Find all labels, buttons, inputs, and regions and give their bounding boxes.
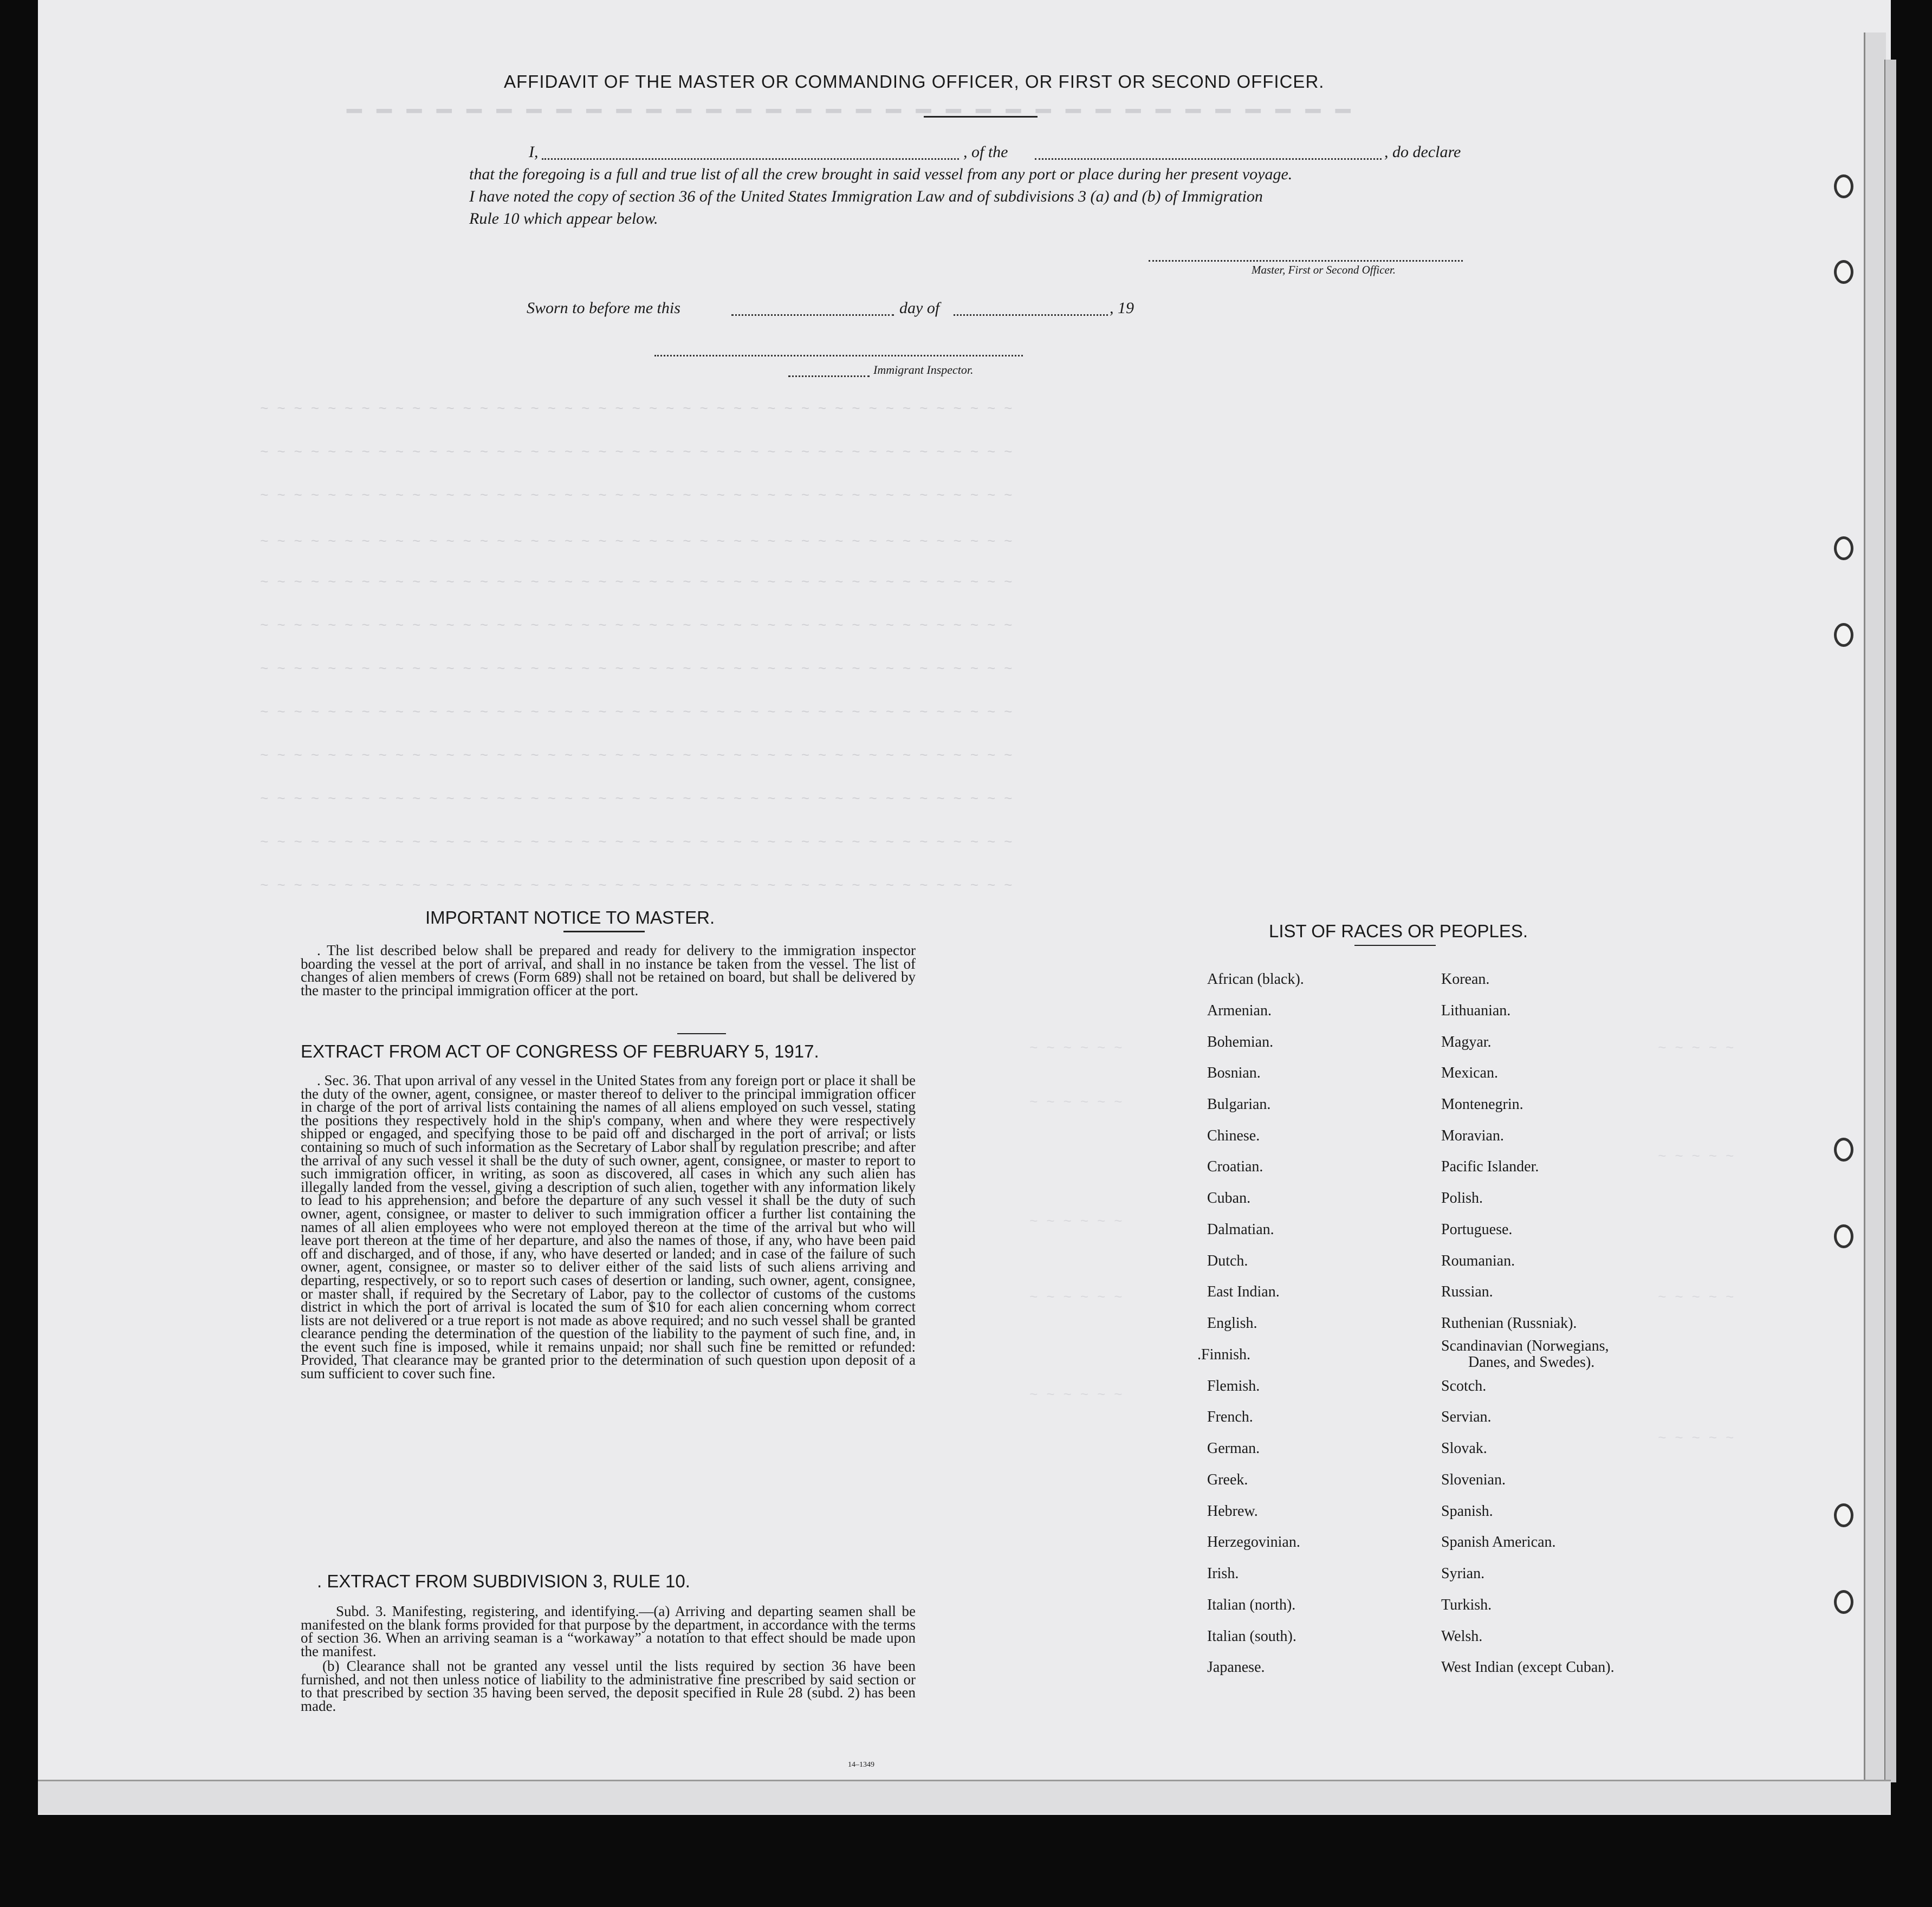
binder-hole (1834, 174, 1853, 198)
race-item: Roumanian. (1441, 1253, 1515, 1269)
race-item: Bosnian. (1207, 1065, 1261, 1081)
binder-hole (1834, 536, 1853, 560)
race-item: West Indian (except Cuban). (1441, 1659, 1615, 1676)
vessel-blank[interactable] (1035, 158, 1382, 160)
race-item: Greek. (1207, 1471, 1248, 1488)
binder-hole (1834, 1590, 1853, 1614)
divider (1354, 945, 1436, 946)
page-edge (1864, 33, 1886, 1793)
race-item: Slovenian. (1441, 1471, 1506, 1488)
race-item: Italian (north). (1207, 1597, 1296, 1613)
binder-hole (1834, 1503, 1853, 1527)
race-item: East Indian. (1207, 1283, 1280, 1300)
race-item: Scotch. (1441, 1378, 1487, 1394)
signature-line[interactable] (1149, 260, 1463, 262)
day-blank[interactable] (731, 314, 894, 316)
affidavit-of-the: , of the (963, 143, 1008, 161)
page-edge-back (1884, 60, 1896, 1782)
race-item: Flemish. (1207, 1378, 1260, 1394)
act-extract-title: EXTRACT FROM ACT OF CONGRESS OF FEBRUARY 5, 1917. (301, 1041, 819, 1061)
race-item: Mexican. (1441, 1065, 1498, 1081)
rule-extract-text-b: (b) Clearance shall not be granted any vessel until the lists required by section 36 have been furnished, and not then unless notice of liability to the administrative fine prescribed by said section or to that prescribed by section 35 having been served, the deposit specified in Rule 28 (subd. 2) has been made. (301, 1658, 916, 1714)
form-number: 14–1349 (848, 1761, 874, 1769)
race-item: Lithuanian. (1441, 1002, 1511, 1019)
binder-hole (1834, 260, 1853, 284)
race-item: Russian. (1441, 1283, 1493, 1300)
race-item: Turkish. (1441, 1597, 1492, 1613)
race-item: Dalmatian. (1207, 1221, 1274, 1238)
race-item: Bulgarian. (1207, 1096, 1271, 1113)
inspector-label: Immigrant Inspector. (873, 363, 974, 377)
binder-hole (1834, 623, 1853, 647)
race-item: Spanish American. (1441, 1534, 1556, 1551)
race-item: Moravian. (1441, 1127, 1504, 1144)
sworn-text: Sworn to before me this (527, 299, 680, 317)
binder-hole (1834, 1138, 1853, 1162)
race-item: Japanese. (1207, 1659, 1265, 1676)
rule-extract-title: . EXTRACT FROM SUBDIVISION 3, RULE 10. (317, 1571, 690, 1591)
race-item: African (black). (1207, 971, 1304, 988)
affidavit-line-2: that the foregoing is a full and true list of all the crew brought in said vessel from any port or place during her present voyage. (469, 165, 1293, 183)
race-item: Magyar. (1441, 1034, 1492, 1050)
race-item: Pacific Islander. (1441, 1158, 1539, 1175)
divider (677, 1033, 726, 1034)
race-item: Italian (south). (1207, 1628, 1296, 1645)
month-blank[interactable] (954, 314, 1108, 316)
race-item: English. (1207, 1315, 1257, 1332)
divider (924, 116, 1038, 118)
race-item: Polish. (1441, 1190, 1483, 1207)
race-item: Servian. (1441, 1409, 1492, 1425)
race-item: Spanish. (1441, 1503, 1493, 1520)
race-item: Croatian. (1207, 1158, 1263, 1175)
day-of-text: day of (899, 299, 940, 317)
divider (563, 931, 645, 932)
race-item: Irish. (1207, 1565, 1239, 1582)
affidavit-line-3: I have noted the copy of section 36 of the United States Immigration Law and of subdivisions 3 (a) and (b) of Immigration (469, 187, 1263, 205)
race-item: Syrian. (1441, 1565, 1485, 1582)
race-item: Chinese. (1207, 1127, 1260, 1144)
name-blank[interactable] (542, 158, 959, 160)
affidavit-do-declare: , do declare (1384, 143, 1461, 161)
race-item: Portuguese. (1441, 1221, 1513, 1238)
signature-label: Master, First or Second Officer. (1252, 263, 1396, 276)
race-item: Dutch. (1207, 1253, 1248, 1269)
inspector-line-short (788, 375, 870, 377)
affidavit-title: AFFIDAVIT OF THE MASTER OR COMMANDING OFFICER, OR FIRST OR SECOND OFFICER. (504, 72, 1325, 92)
rule-extract-text-a: Subd. 3. Manifesting, registering, and identifying.—(a) Arriving and departing seamen shall be manifested on the blank forms provided for that purpose by the department, in accordance with the terms of section 36. When an arriving seaman is a “workaway” a notation to that effect should be made upon the manifest. (301, 1603, 916, 1659)
race-item: Danes, and Swedes). (1468, 1354, 1595, 1371)
race-item: German. (1207, 1440, 1260, 1457)
affidavit-line-4: Rule 10 which appear below. (469, 210, 658, 228)
races-title: LIST OF RACES OR PEOPLES. (1269, 921, 1528, 941)
year-text: , 19 (1110, 299, 1134, 317)
page-bottom-edge (38, 1780, 1891, 1814)
document-page (38, 0, 1891, 1815)
race-item: Cuban. (1207, 1190, 1251, 1207)
race-item: Herzegovinian. (1207, 1534, 1300, 1551)
inspector-line[interactable] (654, 355, 1023, 356)
race-item: French. (1207, 1409, 1253, 1425)
notice-text: . The list described below shall be prepared and ready for delivery to the immigration inspector boarding the vessel at the port of arrival, and shall in no instance be taken from the vessel. The list of changes of alien members of crews (Form 689) shall not be retained on board, but shall be delivered by the master to the principal immigration officer at the port. (301, 942, 916, 998)
race-item: Hebrew. (1207, 1503, 1258, 1520)
notice-title: IMPORTANT NOTICE TO MASTER. (425, 907, 715, 927)
binder-hole (1834, 1224, 1853, 1248)
race-item: Bohemian. (1207, 1034, 1274, 1050)
affidavit-i: I, (529, 143, 539, 161)
race-item: Korean. (1441, 971, 1490, 988)
race-item: .Finnish. (1197, 1346, 1251, 1363)
act-extract-text: . Sec. 36. That upon arrival of any vessel in the United States from any foreign port or place it shall be the duty of the owner, agent, consignee, or master thereof to deliver to the principal immigration officer in charge of the port of arrival lists containing the names of all aliens employed on such vessel, stating the positions they respectively hold in the ship's company, when and where they were respectively shipped or engaged, and specifying those to be paid off and discharged in the port of arrival; or lists containing so much of such information as the Secretary of Labor shall by regulation prescribe; and after the arrival of any such vessel it shall be the duty of such owner, agent, consignee, or master to report to such immigration officer, in writing, as soon as discovered, all cases in which any such alien has illegally landed from the vessel, giving a description of such alien, together with any information likely to lead to his apprehension; and before the departure of any such vessel it shall be the duty of such owner, agent, consignee, or master to deliver to such immigration officer a further list containing the names of all alien employees who were not employed thereon at the time of the arrival but who will leave port thereon at the time of her departure, and also the names of those, if any, who have been paid off and discharged, and of those, if any, who have deserted or landed; and in case of the failure of such owner, agent, consignee, or master so to deliver either of the said lists of such aliens arriving and departing, respectively, or so to report such cases of desertion or landing, such owner, agent, consignee, or master shall, if required by the Secretary of Labor, pay to the collector of customs of the customs district in which the port of arrival is located the sum of $10 for each alien concerning whom correct lists are not delivered or a true report is not made as above required; and no such vessel shall be granted clearance pending the determination of the question of the liability to the payment of such fine, and, in the event such fine is imposed, while it remains unpaid; nor shall such fine be remitted or refunded: Provided, That clearance may be granted prior to the determination of such question upon deposit of a sum sufficient to cover such fine. (301, 1072, 916, 1382)
race-item: Slovak. (1441, 1440, 1487, 1457)
race-item: Welsh. (1441, 1628, 1483, 1645)
race-item: Armenian. (1207, 1002, 1272, 1019)
race-item: Ruthenian (Russniak). (1441, 1315, 1577, 1332)
race-item: Scandinavian (Norwegians, (1441, 1338, 1609, 1354)
race-item: Montenegrin. (1441, 1096, 1523, 1113)
